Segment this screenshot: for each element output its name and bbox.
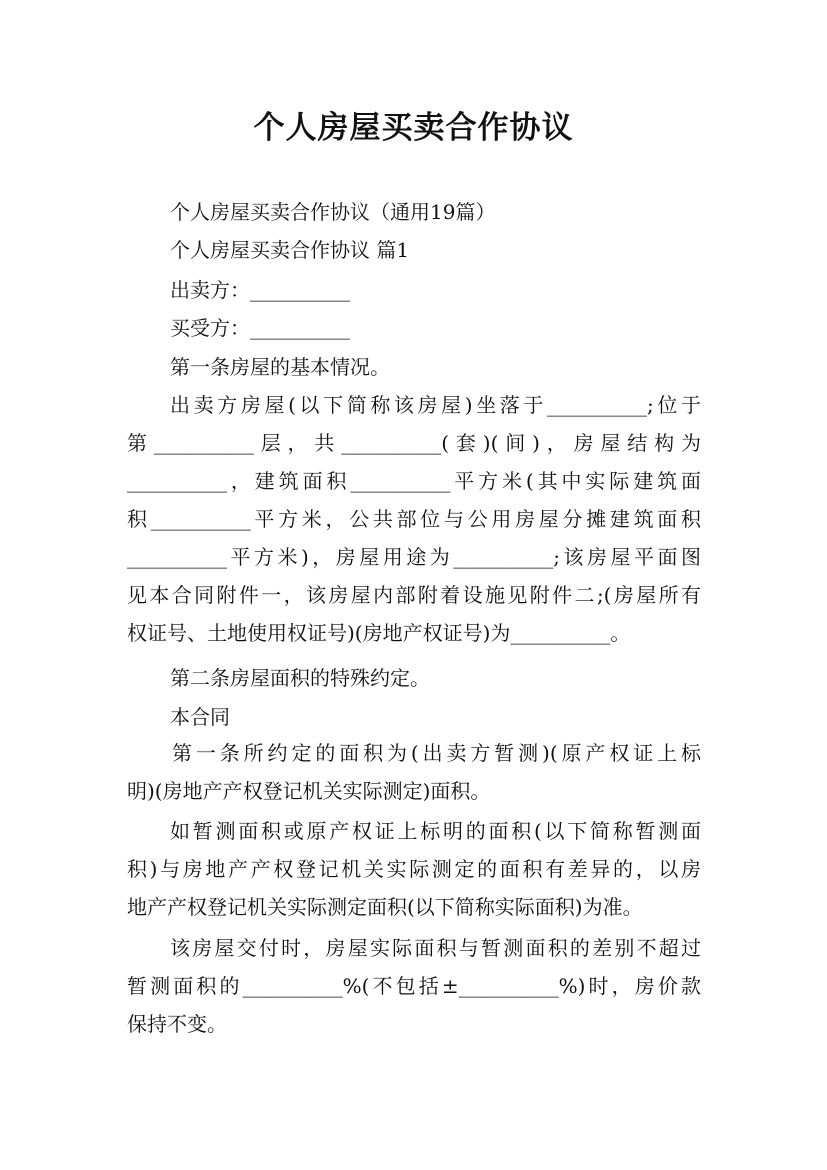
clause-2-paragraph-1 bbox=[127, 740, 701, 816]
document-title: 个人房屋买卖合作协议 bbox=[253, 110, 574, 146]
clause-1-body bbox=[127, 392, 701, 658]
text-line: 第一条所约定的面积为(出卖方暂测)(原产权证上标 bbox=[172, 741, 701, 765]
text-line: 该房屋交付时，房屋实际面积与暂测面积的差别不超过 bbox=[170, 936, 701, 960]
text-line: __________，建筑面积__________平方米(其中实际建筑面 bbox=[127, 469, 701, 493]
text-line: 明)(房地产产权登记机关实际测定)面积。 bbox=[127, 779, 491, 803]
clause-2-paragraph-3 bbox=[127, 935, 701, 1049]
text-line: 积)与房地产产权登记机关实际测定的面积有差异的，以房 bbox=[127, 857, 701, 881]
text-line: 见本合同附件一，该房屋内部附着设施见附件二;(房屋所有 bbox=[127, 583, 701, 607]
text-line: 如暂测面积或原产权证上标明的面积(以下简称暂测面 bbox=[170, 819, 701, 843]
text-line: 第__________层，共__________(套)(间)，房屋结构为 bbox=[127, 431, 701, 455]
text-line: 暂测面积的__________%(不包括±__________%)时，房价款 bbox=[127, 974, 701, 998]
buyer-field: 买受方：__________ bbox=[170, 316, 350, 340]
clause-2-heading: 第二条房屋面积的特殊约定。 bbox=[170, 666, 430, 690]
section-heading: 个人房屋买卖合作协议 篇1 bbox=[170, 238, 410, 262]
clause-1-heading: 第一条房屋的基本情况。 bbox=[170, 355, 390, 379]
seller-field: 出卖方：__________ bbox=[170, 278, 350, 302]
clause-2-paragraph-2 bbox=[127, 818, 701, 932]
text-line: 出卖方房屋(以下简称该房屋)坐落于__________;位于 bbox=[170, 393, 701, 417]
clause-2-intro: 本合同 bbox=[170, 705, 230, 729]
text-line: 权证号、土地使用权证号)(房地产权证号)为__________。 bbox=[127, 621, 631, 645]
text-line: __________平方米)，房屋用途为__________;该房屋平面图 bbox=[127, 545, 701, 569]
text-line: 地产产权登记机关实际测定面积(以下简称实际面积)为准。 bbox=[127, 895, 643, 919]
text-line: 积__________平方米，公共部位与公用房屋分摊建筑面积 bbox=[127, 507, 701, 531]
text-line: 保持不变。 bbox=[127, 1012, 227, 1036]
subtitle-line: 个人房屋买卖合作协议（通用19篇） bbox=[170, 200, 496, 224]
